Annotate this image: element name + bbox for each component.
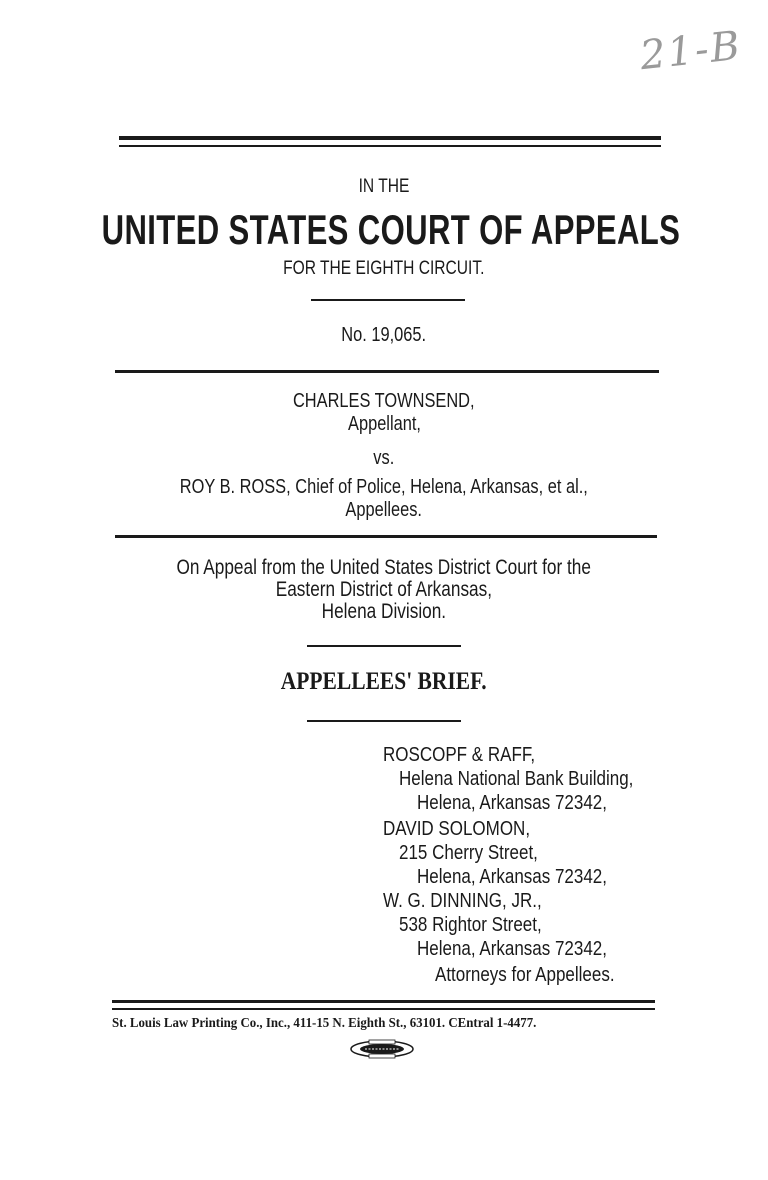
circuit-label: FOR THE EIGHTH CIRCUIT. [283,258,485,279]
case-number: No. 19,065. [341,324,427,346]
short-divider-1 [311,299,465,301]
parties-top-rule [115,370,659,373]
appellant-name: CHARLES TOWNSEND, [293,390,475,412]
bottom-rule-thick [112,1000,655,1003]
union-label-icon [349,1038,415,1060]
in-the-label: IN THE [358,176,410,197]
appellee-role: Appellees. [345,499,423,521]
top-rule-thin [119,145,661,147]
attorney-line: Attorneys for Appellees. [435,964,615,986]
short-divider-3 [307,720,461,722]
attorney-line: DAVID SOLOMON, [383,818,531,840]
attorney-line: Helena National Bank Building, [399,768,634,790]
attorney-line: 215 Cherry Street, [399,842,538,864]
bottom-rule-thin [112,1008,655,1010]
versus-label: vs. [373,447,395,469]
attorney-line: Helena, Arkansas 72342, [417,792,607,814]
attorney-line: Helena, Arkansas 72342, [417,866,607,888]
short-divider-2 [307,645,461,647]
appeal-line-3: Helena Division. [321,600,447,623]
parties-bottom-rule [115,535,657,538]
handwritten-note: 21-B [637,22,744,80]
court-title: UNITED STATES COURT OF APPEALS [101,206,681,253]
top-rule-thick [119,136,661,140]
attorney-line: 538 Rightor Street, [399,914,542,936]
appellant-role: Appellant, [347,413,421,435]
appeal-line-1: On Appeal from the United States District Court for the [176,556,592,579]
brief-title: APPELLEES' BRIEF. [281,668,487,695]
attorney-line: W. G. DINNING, JR., [383,890,542,912]
appeal-line-2: Eastern District of Arkansas, [275,578,493,601]
attorney-line: ROSCOPF & RAFF, [383,744,536,766]
attorney-line: Helena, Arkansas 72342, [417,938,607,960]
appellee-name: ROY B. ROSS, Chief of Police, Helena, Arkansas, et al., [179,476,589,498]
printer-imprint: St. Louis Law Printing Co., Inc., 411-15 N. Eighth St., 63101. CEntral 1-4477. [112,1016,537,1031]
